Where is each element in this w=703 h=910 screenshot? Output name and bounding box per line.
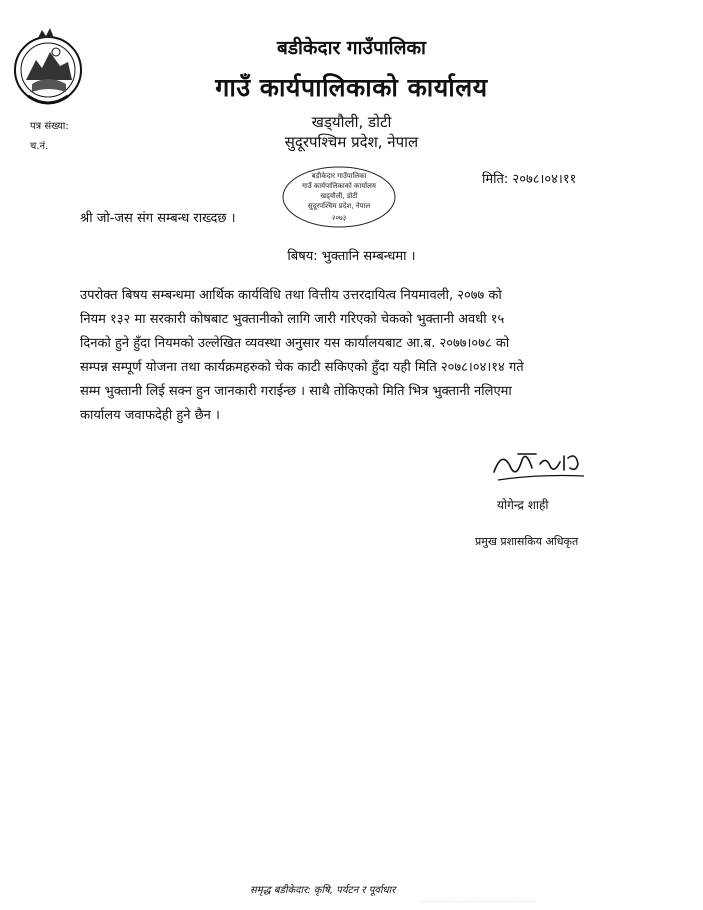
letter-body [80, 284, 645, 428]
signatory-name: योगेन्द्र शाही [497, 498, 549, 512]
body-line: सम्पन्न सम्पूर्ण योजना तथा कार्यक्रमहरुको चेक काटी सकिएको हुँदा यही मिति २०७८।०४।१४ गते [80, 360, 524, 375]
body-line: दिनको हुने हुँदा नियमको उल्लेखित व्यवस्था अनुसार यस कार्यालयबाट आ.ब. २०७७।०७८ को [80, 336, 510, 351]
letter-date: मिति: २०७८।०४।११ [482, 172, 577, 187]
subject-line: बिषय: भुक्तानि सम्बन्धमा । [287, 249, 416, 264]
office-stamp [280, 164, 398, 230]
address-line-1: खड्‍यौली, डोटी [311, 113, 392, 131]
organization-name: बडीकेदार गाउँपालिका [277, 37, 426, 59]
body-line: कार्यालय जवाफदेही हुने छैन । [80, 408, 220, 423]
footer-contact-faint: ····················································· [420, 899, 537, 906]
body-line: नियम १३२ मा सरकारी कोषबाट भुक्तानीको लागि जारी गरिएको चेकको भुक्तानी अवधी १५ [80, 312, 505, 327]
body-line: उपरोक्त बिषय सम्बन्धमा आर्थिक कार्यविधि तथा वित्तीय उत्तरदायित्व नियमावली, २०७७ को [80, 288, 502, 303]
stamp-line-1: बडीकेदार गाउँपालिका [311, 172, 367, 180]
handwritten-signature [488, 446, 598, 488]
body-line: सम्म भुक्तानी लिई सक्न हुन जानकारी गराईन्छ । साथै तोकिएको मिति भित्र भुक्तानी नलिएमा [80, 384, 512, 399]
stamp-year: २०७३ [331, 214, 347, 222]
recipient-line: श्री जो-जस संग सम्बन्ध राख्दछ । [80, 211, 236, 226]
footer-slogan: समृद्ध बडीकेदार: कृषि, पर्यटन र पूर्वाधार [250, 885, 396, 896]
letter-number-label: पत्र संख्या: [30, 121, 69, 132]
office-name: गाउँ कार्यपालिकाको कार्यालय [215, 73, 488, 102]
dispatch-number-label: च.नं. [30, 141, 49, 152]
address-line-2: सुदूरपश्चिम प्रदेश, नेपाल [284, 133, 419, 151]
stamp-line-4: सुदूरपश्चिम प्रदेश, नेपाल [307, 202, 371, 210]
stamp-line-2: गाउँ कार्यपालिकाको कार्यालय [302, 182, 376, 190]
stamp-line-3: खड्‍यौली, डोटी [320, 192, 358, 200]
signatory-title: प्रमुख प्रशासकिय अधिकृत [475, 535, 579, 548]
